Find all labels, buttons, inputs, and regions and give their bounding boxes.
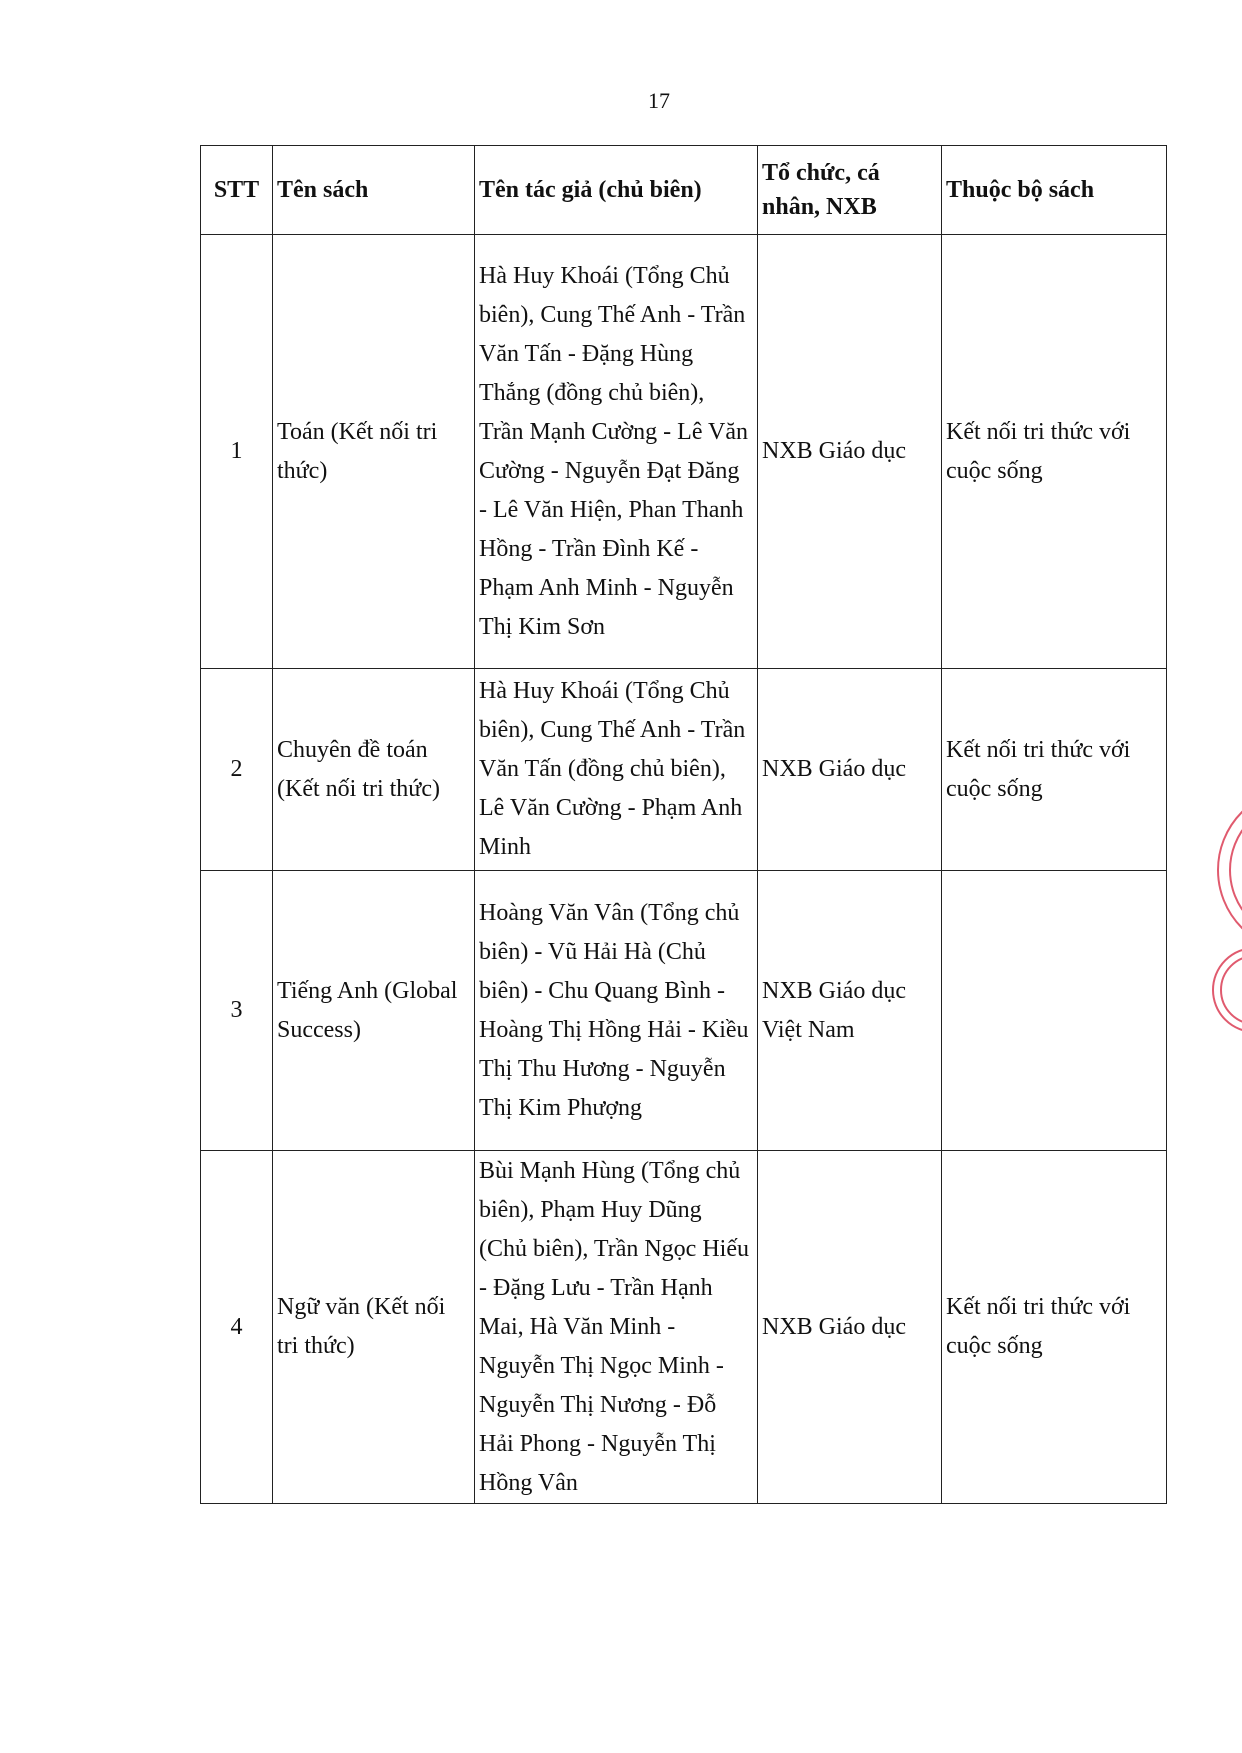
book-list-table-container [200,145,1166,1504]
table-row [201,1151,1167,1504]
table-header-row [201,146,1167,235]
cell-stt: 4 [201,1151,273,1504]
cell-authors: Hà Huy Khoái (Tổng Chủ biên), Cung Thế Anh - Trần Văn Tấn - Đặng Hùng Thắng (đồng chủ biên), Trần Mạnh Cường - Lê Văn Cường - Nguyễn Đạt Đăng - Lê Văn Hiện, Phan Thanh Hồng - Trần Đình Kế - Phạm Anh Minh - Nguyễn Thị Kim Sơn [475,235,758,669]
table-row [201,235,1167,669]
cell-series: Kết nối tri thức với cuộc sống [942,1151,1167,1504]
official-seal-stamp [1205,790,1242,1050]
cell-stt: 2 [201,669,273,871]
cell-publisher: NXB Giáo dục [758,669,942,871]
header-authors: Tên tác giả (chủ biên) [475,146,758,235]
cell-series: Kết nối tri thức với cuộc sống [942,669,1167,871]
cell-series [942,871,1167,1151]
cell-title: Chuyên đề toán (Kết nối tri thức) [273,669,475,871]
table-row [201,669,1167,871]
header-series: Thuộc bộ sách [942,146,1167,235]
table-row [201,871,1167,1151]
cell-authors: Bùi Mạnh Hùng (Tổng chủ biên), Phạm Huy Dũng (Chủ biên), Trần Ngọc Hiếu - Đặng Lưu - Trần Hạnh Mai, Hà Văn Minh - Nguyễn Thị Ngọc Minh - Nguyễn Thị Nương - Đỗ Hải Phong - Nguyễn Thị Hồng Vân [475,1151,758,1504]
cell-publisher: NXB Giáo dục [758,1151,942,1504]
header-stt: STT [201,146,273,235]
cell-title: Tiếng Anh (Global Success) [273,871,475,1151]
book-list-table [200,145,1167,1504]
cell-publisher: NXB Giáo dục Việt Nam [758,871,942,1151]
cell-title: Toán (Kết nối tri thức) [273,235,475,669]
page-number: 17 [648,88,670,113]
cell-stt: 1 [201,235,273,669]
header-title: Tên sách [273,146,475,235]
cell-title: Ngữ văn (Kết nối tri thức) [273,1151,475,1504]
cell-authors: Hoàng Văn Vân (Tổng chủ biên) - Vũ Hải Hà (Chủ biên) - Chu Quang Bình - Hoàng Thị Hồng Hải - Kiều Thị Thu Hương - Nguyễn Thị Kim Phượng [475,871,758,1151]
header-publisher: Tổ chức, cá nhân, NXB [758,146,942,235]
cell-authors: Hà Huy Khoái (Tổng Chủ biên), Cung Thế Anh - Trần Văn Tấn (đồng chủ biên), Lê Văn Cường - Phạm Anh Minh [475,669,758,871]
cell-stt: 3 [201,871,273,1151]
cell-publisher: NXB Giáo dục [758,235,942,669]
cell-series: Kết nối tri thức với cuộc sống [942,235,1167,669]
